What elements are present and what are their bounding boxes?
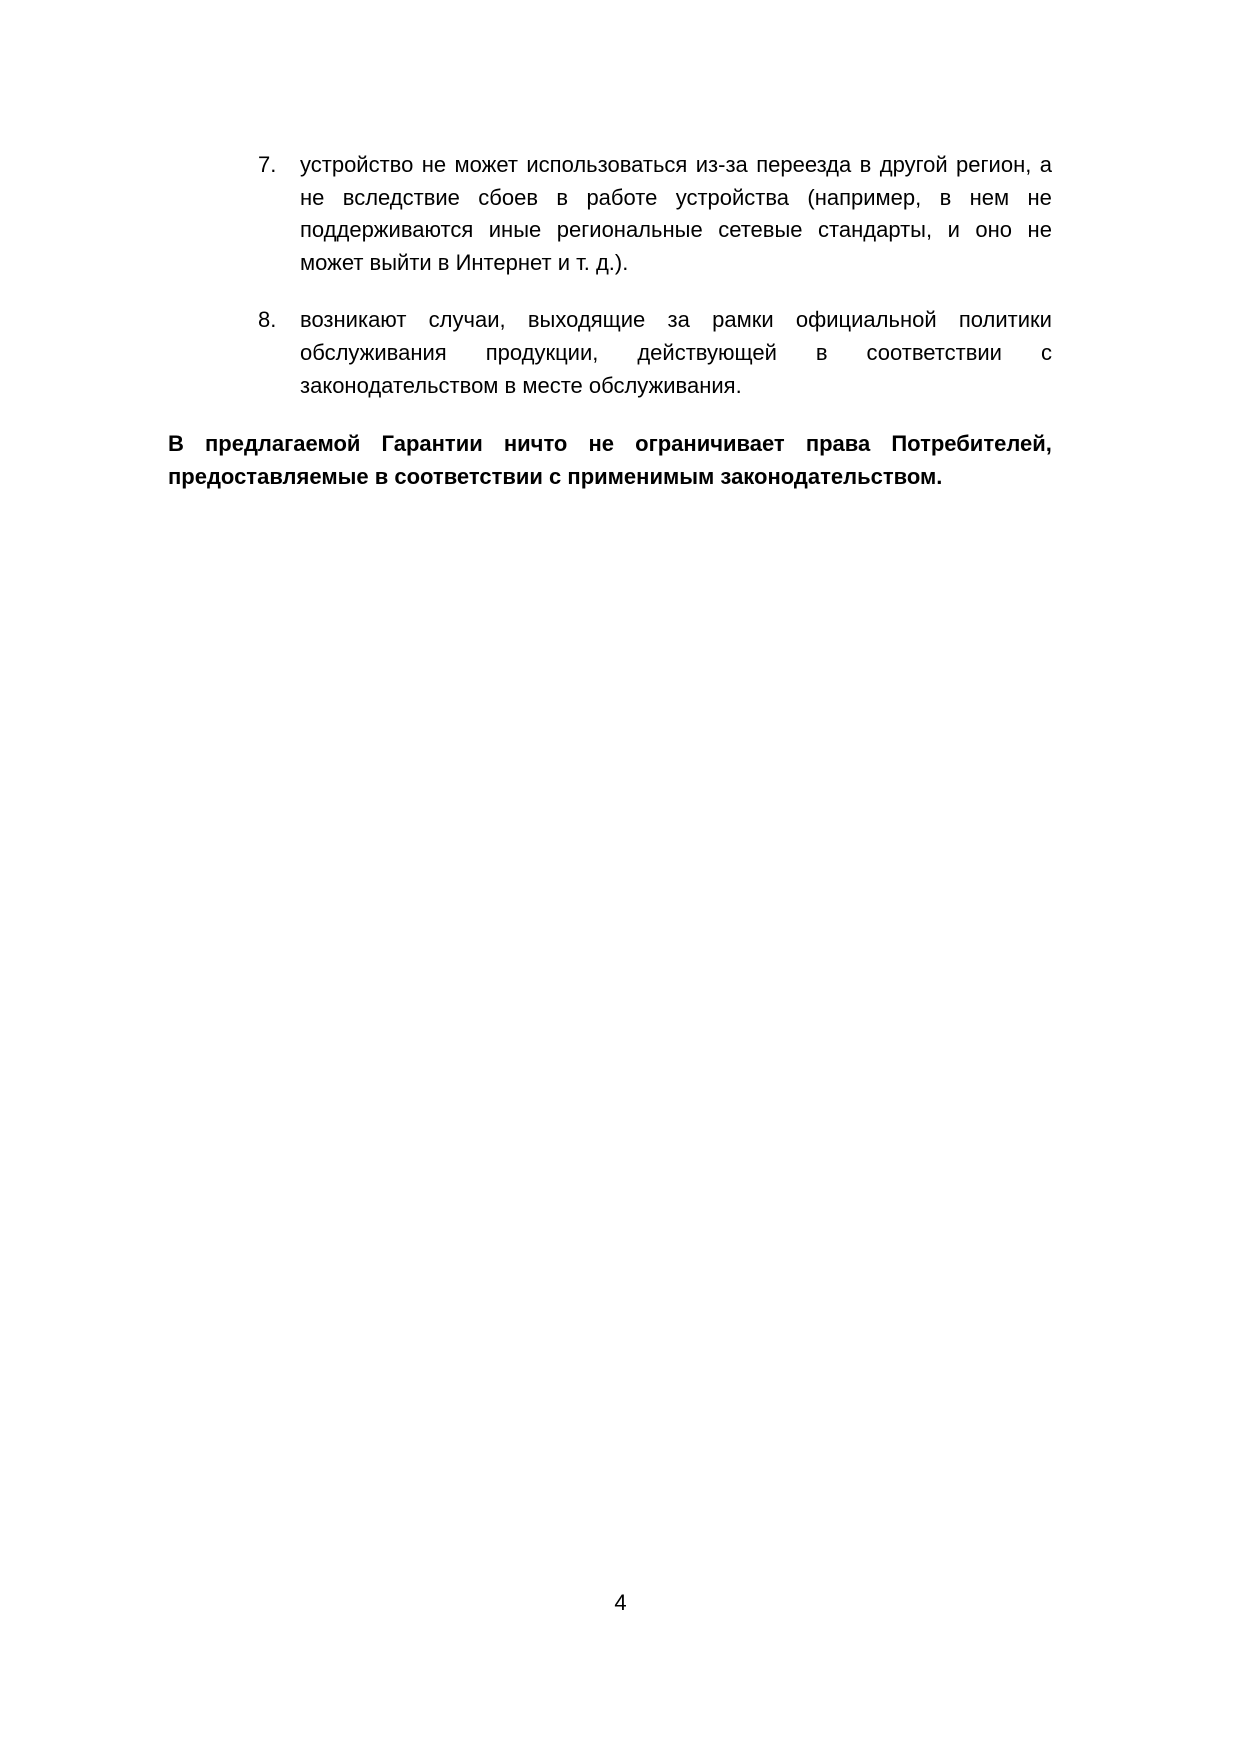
paragraph-line: устройство не может использоваться из-за переезда в другой регион, а xyxy=(300,152,1052,177)
paragraph-line: поддерживаются иные региональные сетевые стандарты, и оно не xyxy=(300,217,1052,243)
list-item-number: 7. xyxy=(258,152,277,177)
list-item-8 xyxy=(258,304,1052,402)
paragraph-line: обслуживания продукции, действующей в соответствии с xyxy=(300,339,1052,365)
list-item-number: 8. xyxy=(258,307,277,333)
paragraph-line: предоставляемые в соответствии с применимым законодательством. xyxy=(168,463,943,489)
paragraph-line: возникают случаи, выходящие за рамки официальной политики xyxy=(300,307,1052,333)
list-item-7 xyxy=(258,149,1052,279)
paragraph-line: законодательством в месте обслуживания. xyxy=(300,372,742,398)
page-number: 4 xyxy=(614,1590,627,1615)
paragraph-line: может выйти в Интернет и т. д.). xyxy=(300,249,629,275)
paragraph-line: В предлагаемой Гарантии ничто не ограничивает права Потребителей, xyxy=(168,431,1052,457)
page-content xyxy=(0,0,1241,493)
closing-paragraph xyxy=(168,428,1052,493)
paragraph-line: не вследствие сбоев в работе устройства (например, в нем не xyxy=(300,184,1052,210)
